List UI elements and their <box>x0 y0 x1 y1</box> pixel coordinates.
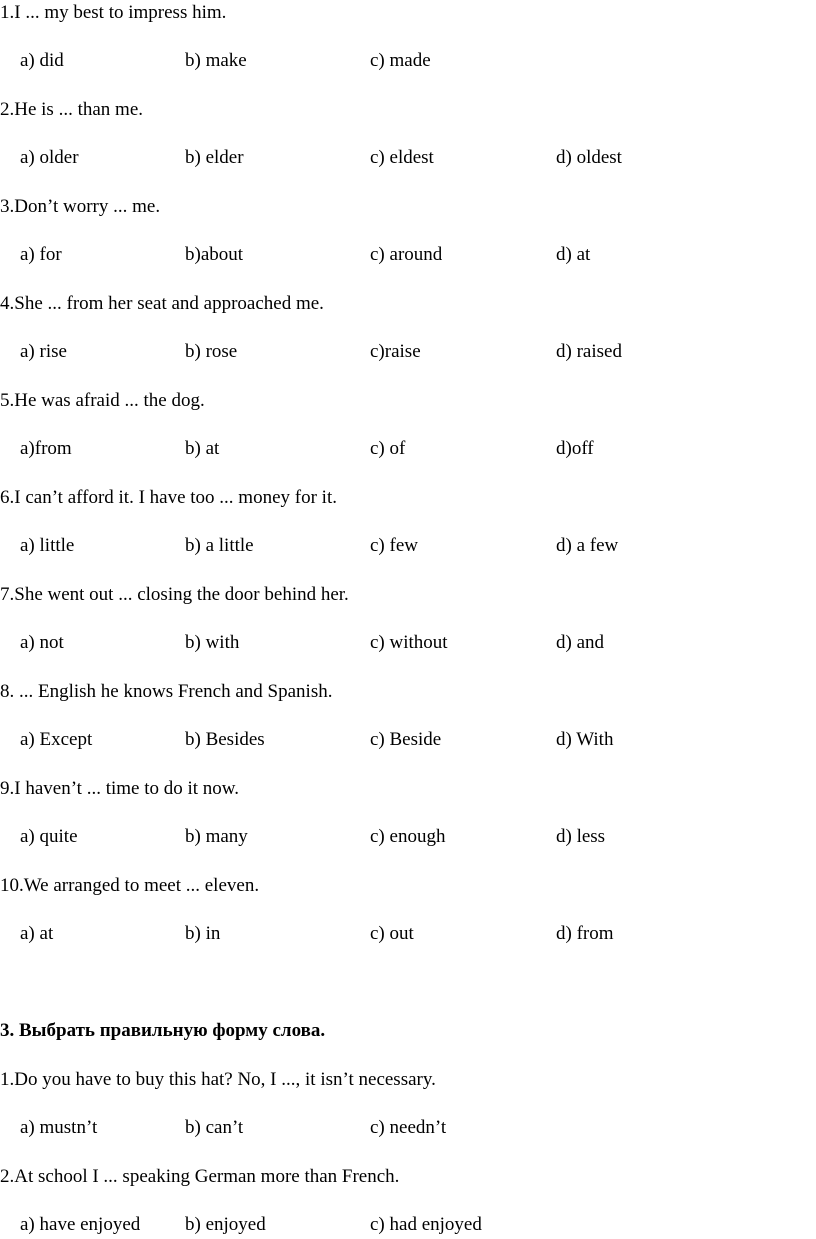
question-text: 4.She ... from her seat and approached me. <box>0 293 324 314</box>
question-text: 9.I haven’t ... time to do it now. <box>0 778 240 799</box>
option-b: b) many <box>185 826 248 847</box>
option-a: a) at <box>20 923 54 944</box>
answer-options <box>0 826 816 848</box>
answer-options <box>0 632 816 654</box>
answer-options <box>0 341 816 363</box>
option-b: b)about <box>185 244 244 265</box>
question-text: 7.She went out ... closing the door behind her. <box>0 584 349 605</box>
option-d: d) With <box>556 729 614 750</box>
option-d: d) less <box>556 826 606 847</box>
answer-options <box>0 244 816 266</box>
question-text: 3.Don’t worry ... me. <box>0 196 161 217</box>
question-text: 1.Do you have to buy this hat? No, I ..., it isn’t necessary. <box>0 1069 436 1090</box>
option-a: a)from <box>20 438 72 459</box>
option-a: a) quite <box>20 826 78 847</box>
option-c: c) enough <box>370 826 446 847</box>
option-c: c) of <box>370 438 406 459</box>
option-a: a) for <box>20 244 62 265</box>
option-c: c)raise <box>370 341 421 362</box>
option-c: c) eldest <box>370 147 434 168</box>
option-b: b) can’t <box>185 1117 244 1138</box>
option-a: a) older <box>20 147 79 168</box>
option-c: c) needn’t <box>370 1117 447 1138</box>
option-b: b) elder <box>185 147 244 168</box>
option-d: d) a few <box>556 535 619 556</box>
option-c: c) out <box>370 923 414 944</box>
answer-options <box>0 438 816 460</box>
option-c: c) few <box>370 535 418 556</box>
option-d: d) at <box>556 244 591 265</box>
answer-options <box>0 1117 816 1139</box>
option-b: b) rose <box>185 341 238 362</box>
question-text: 10.We arranged to meet ... eleven. <box>0 875 260 896</box>
answer-options <box>0 535 816 557</box>
option-b: b) in <box>185 923 221 944</box>
option-b: b) Besides <box>185 729 265 750</box>
option-d: d) oldest <box>556 147 622 168</box>
option-c: c) had enjoyed <box>370 1214 482 1235</box>
option-a: a) rise <box>20 341 67 362</box>
option-b: b) with <box>185 632 240 653</box>
option-a: a) little <box>20 535 75 556</box>
option-a: a) not <box>20 632 64 653</box>
question-text: 2.He is ... than me. <box>0 99 144 120</box>
option-a: a) Except <box>20 729 93 750</box>
option-b: b) at <box>185 438 220 459</box>
option-b: b) make <box>185 50 247 71</box>
option-c: c) around <box>370 244 443 265</box>
question-text: 1.I ... my best to impress him. <box>0 2 227 23</box>
answer-options <box>0 1214 816 1236</box>
question-text: 5.He was afraid ... the dog. <box>0 390 205 411</box>
option-b: b) enjoyed <box>185 1214 266 1235</box>
section-heading: 3. Выбрать правильную форму слова. <box>0 1020 326 1041</box>
option-c: c) Beside <box>370 729 442 750</box>
option-a: a) mustn’t <box>20 1117 98 1138</box>
option-d: d) raised <box>556 341 622 362</box>
option-a: a) did <box>20 50 64 71</box>
option-b: b) a little <box>185 535 254 556</box>
option-a: a) have enjoyed <box>20 1214 141 1235</box>
option-c: c) made <box>370 50 431 71</box>
option-c: c) without <box>370 632 448 653</box>
option-d: d)off <box>556 438 594 459</box>
answer-options <box>0 50 816 72</box>
question-text: 8. ... English he knows French and Spanish. <box>0 681 333 702</box>
answer-options <box>0 729 816 751</box>
question-text: 6.I can’t afford it. I have too ... money for it. <box>0 487 337 508</box>
answer-options <box>0 923 816 945</box>
option-d: d) and <box>556 632 605 653</box>
answer-options <box>0 147 816 169</box>
question-text: 2.At school I ... speaking German more than French. <box>0 1166 400 1187</box>
option-d: d) from <box>556 923 614 944</box>
